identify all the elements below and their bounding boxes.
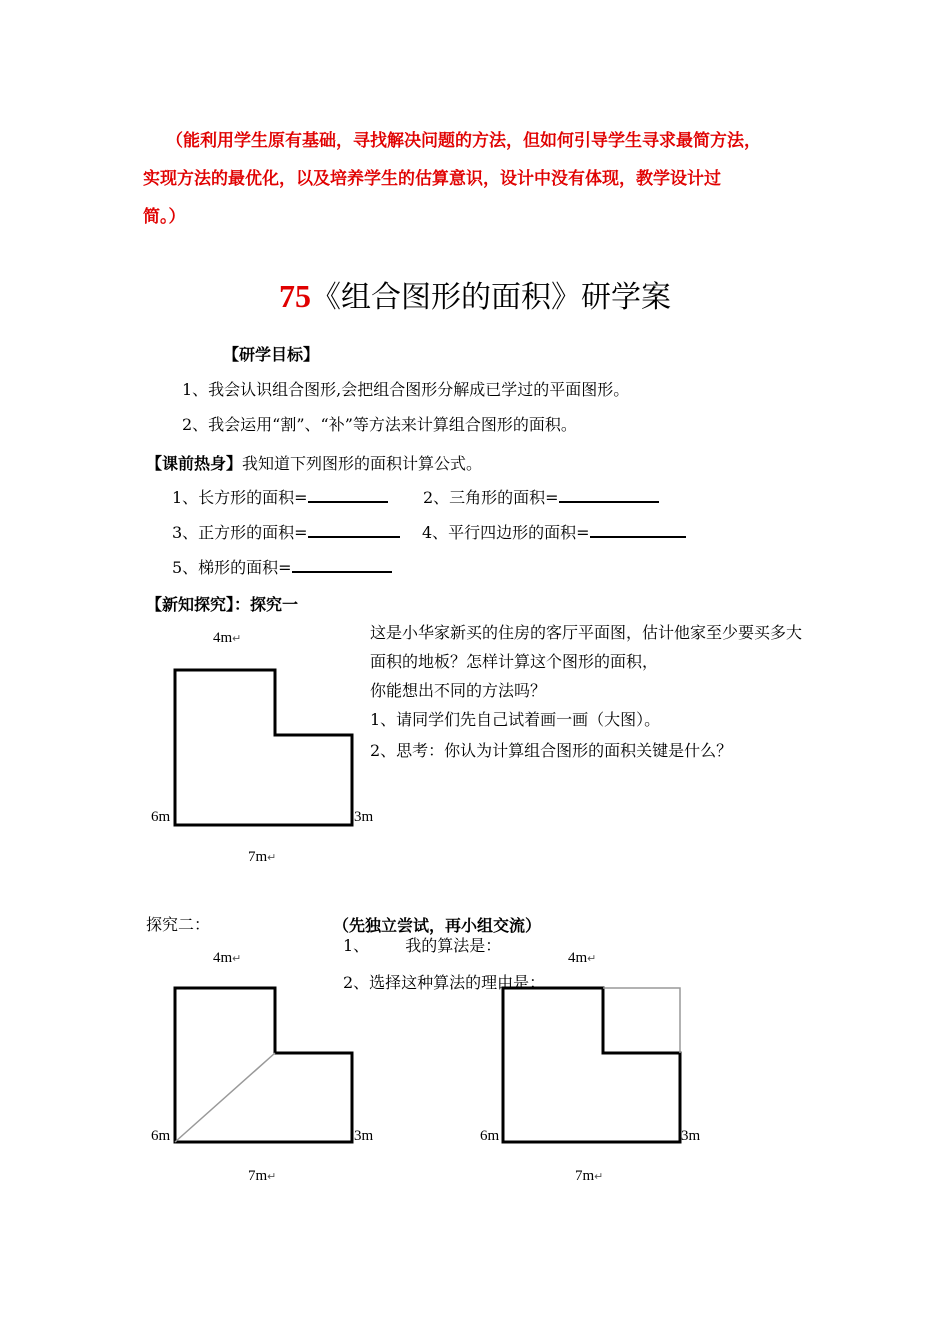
fig2-bottom-dimension: 7m↵: [248, 1168, 277, 1184]
warmup-item-5-label: 5、梯形的面积=: [172, 558, 292, 577]
explore1-text-1: 这是小华家新买的住房的客厅平面图，估计他家至少要买多大: [370, 623, 803, 642]
fig3-l-shape: [503, 988, 680, 1142]
warmup-item-3-label: 3、正方形的面积=: [172, 523, 308, 542]
title-number: 75: [279, 278, 311, 314]
goal-item-2: 2、我会运用“割”、“补”等方法来计算组合图形的面积。: [182, 415, 577, 434]
explore1-text-3: 你能想出不同的方法吗？: [370, 681, 547, 700]
fig1-left-dimension: 6m: [151, 809, 171, 825]
fig3-top-dimension: 4m↵: [568, 950, 597, 966]
fig1-top-dimension: 4m↵: [213, 630, 242, 646]
explore1-text-2: 面积的地板？怎样计算这个图形的面积，: [370, 652, 659, 671]
fig3-left-dimension: 6m: [480, 1128, 500, 1144]
explore1-question-1: 1、请同学们先自己试着画一画（大图）。: [370, 710, 661, 729]
explore1-heading: 【新知探究】：探究一: [146, 595, 299, 614]
warmup-heading: 【课前热身】: [146, 454, 243, 473]
explore2-note: （先独立尝试，再小组交流）: [333, 916, 542, 935]
explore2-q1-text: 我的算法是：: [405, 936, 502, 955]
comment-line-3: 简。）: [143, 207, 186, 227]
explore2-heading: 探究二：: [146, 915, 211, 934]
fig1-bottom-dimension: 7m↵: [248, 849, 277, 865]
fig3-bottom-dimension: 7m↵: [575, 1168, 604, 1184]
goals-heading: 【研学目标】: [223, 345, 320, 364]
warmup-intro: 我知道下列图形的面积计算公式。: [242, 454, 483, 473]
explore2-question-2: 2、选择这种算法的理由是：: [343, 973, 546, 992]
fig2-top-dimension: 4m↵: [213, 950, 242, 966]
title-text: 《组合图形的面积》研学案: [311, 280, 671, 315]
explore1-question-2: 2、思考：你认为计算组合图形的面积关键是什么？: [370, 741, 733, 760]
fig3-supplement-lines: [603, 988, 680, 1053]
fig2-right-dimension: 3m: [354, 1128, 374, 1144]
fig1-l-shape: [175, 670, 352, 825]
comment-line-1: （能利用学生原有基础，寻找解决问题的方法，但如何引导学生寻求最简方法，: [166, 131, 761, 151]
comment-line-2: 实现方法的最优化，以及培养学生的估算意识，设计中没有体现，教学设计过: [143, 169, 721, 189]
fig2-left-dimension: 6m: [151, 1128, 171, 1144]
warmup-item-4-label: 4、平行四边形的面积=: [422, 523, 590, 542]
fig1-right-dimension: 3m: [354, 809, 374, 825]
goal-item-1: 1、我会认识组合图形,会把组合图形分解成已学过的平面图形。: [182, 380, 630, 399]
explore2-q1-number: 1、: [343, 936, 370, 955]
warmup-item-1-label: 1、长方形的面积=: [172, 488, 308, 507]
warmup-item-2-label: 2、三角形的面积=: [423, 488, 559, 507]
fig3-right-dimension: 3m: [681, 1128, 701, 1144]
fig2-diagonal-line: [175, 1053, 275, 1142]
